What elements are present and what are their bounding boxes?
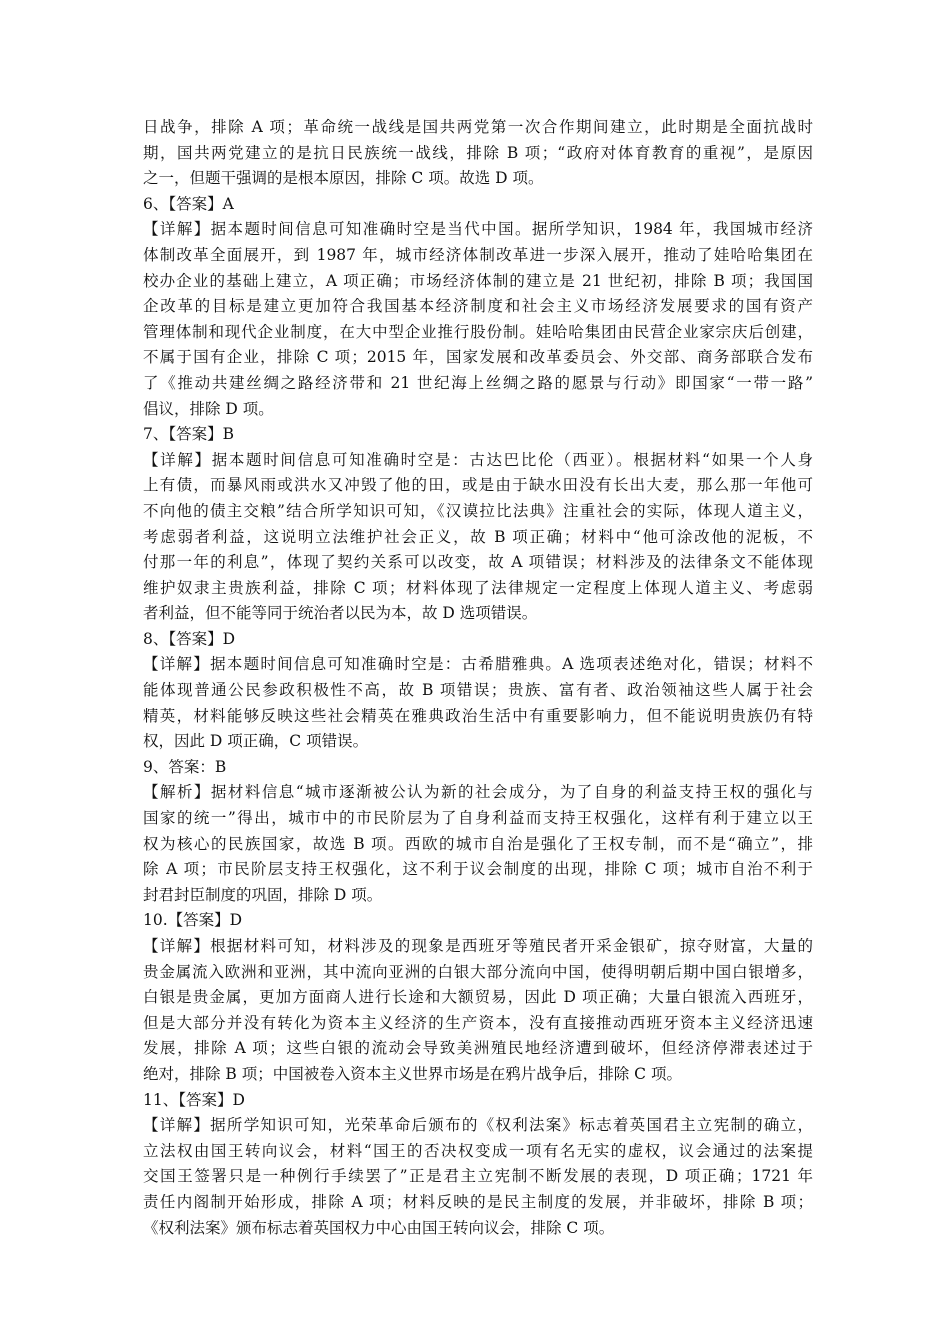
text-line: 之一，但题干强调的是根本原因，排除 C 项。故选 D 项。: [143, 169, 544, 188]
explanation-q9: [143, 780, 813, 908]
answer-q11: 11、【答案】D: [143, 1090, 245, 1109]
text-line: 上有债，而暴风雨或洪水又冲毁了他的田，或是由于缺水田没有长出大麦，那么那一年他可: [143, 476, 813, 495]
text-line: 日战争，排除 A 项；革命统一战线是国共两党第一次合作期间建立，此时期是全面抗战时: [143, 118, 813, 136]
answer-explanations: [143, 115, 813, 1241]
text-line: 不属于国有企业，排除 C 项；2015 年，国家发展和改革委员会、外交部、商务部联合发布: [143, 348, 813, 367]
text-line: 绝对，排除 B 项；中国被卷入资本主义世界市场是在鸦片战争后，排除 C 项。: [143, 1064, 682, 1083]
explanation-q5-continued: [143, 115, 813, 192]
text-line: 国家的统一”得出，城市中的市民阶层为了自身利益而支持王权强化，这样有利于建立以王: [143, 809, 813, 828]
answer-q8: 8、【答案】D: [143, 629, 236, 648]
text-line: 但是大部分并没有转化为资本主义经济的生产资本，没有直接推动西班牙资本主义经济迅速: [143, 1013, 813, 1032]
explanation-q10: [143, 934, 813, 1088]
text-line: 白银是贵金属，更加方面商人进行长途和大额贸易，因此 D 项正确；大量白银流入西班牙，: [143, 988, 813, 1007]
text-line: 体制改革全面展开，到 1987 年，城市经济体制改革进一步深入展开，推动了娃哈哈集团在: [143, 245, 813, 264]
answer-q6: 6、【答案】A: [143, 194, 234, 213]
text-line: 不向他的债主交粮”结合所学知识可知，《汉谟拉比法典》注重社会的实际，体现人道主义，: [143, 501, 813, 520]
text-line: 交国王签署只是一种例行手续罢了”正是君主立宪制不断发展的表现，D 项正确；1721 年: [143, 1167, 813, 1186]
text-line: 者利益，但不能等同于统治者以民为本，故 D 选项错误。: [143, 604, 538, 623]
answer-q9: 9、答案：B: [143, 757, 227, 776]
answer-q10: 10.【答案】D: [143, 911, 243, 930]
text-line: 【详解】据所学知识可知，光荣革命后颁布的《权利法案》标志着英国君主立宪制的确立，: [143, 1116, 813, 1135]
explanation-q11: [143, 1113, 813, 1241]
text-line: 封君封臣制度的巩固，排除 D 项。: [143, 885, 383, 904]
text-line: 能体现普通公民参政积极性不高，故 B 项错误；贵族、富有者、政治领袖这些人属于社会: [143, 681, 813, 700]
text-line: 《权利法案》颁布标志着英国权力中心由国王转向议会，排除 C 项。: [143, 1218, 615, 1237]
text-line: 管理体制和现代企业制度，在大中型企业推行股份制。娃哈哈集团由民营企业家宗庆后创建，: [143, 322, 813, 341]
text-line: 责任内阁制开始形成，排除 A 项；材料反映的是民主制度的发展，并非破坏，排除 B 项；: [143, 1192, 813, 1211]
text-line: 付那一年的利息”，体现了契约关系可以改变，故 A 项错误；材料涉及的法律条文不能体现: [143, 553, 813, 572]
text-line: 权为核心的民族国家，故选 B 项。西欧的城市自治是强化了王权专制，而不是“确立”，排: [143, 834, 813, 853]
text-line: 了《推动共建丝绸之路经济带和 21 世纪海上丝绸之路的愿景与行动》即国家“一带一路”: [143, 373, 813, 392]
text-line: 精英，材料能够反映这些社会精英在雅典政治生活中有重要影响力，但不能说明贵族仍有特: [143, 706, 813, 725]
text-line: 倡议，排除 D 项。: [143, 399, 274, 418]
text-line: 【详解】据本题时间信息可知准确时空是当代中国。据所学知识，1984 年，我国城市经济: [143, 220, 813, 239]
text-line: 立法权由国王转向议会，材料“国王的否决权变成一项有名无实的虚权，议会通过的法案提: [143, 1141, 813, 1160]
text-line: 发展，排除 A 项；这些白银的流动会导致美洲殖民地经济遭到破坏，但经济停滞表述过于: [143, 1039, 813, 1058]
answer-q7: 7、【答案】B: [143, 425, 235, 444]
text-line: 企改革的目标是建立更加符合我国基本经济制度和社会主义市场经济发展要求的国有资产: [143, 297, 813, 316]
text-line: 【详解】据本题时间信息可知准确时空是：古达巴比伦（西亚）。根据材料“如果一个人身: [143, 450, 813, 469]
explanation-q6: [143, 217, 813, 422]
text-line: 期，国共两党建立的是抗日民族统一战线，排除 B 项；“政府对体育教育的重视”，是原因: [143, 143, 813, 162]
text-line: 权，因此 D 项正确，C 项错误。: [143, 732, 369, 751]
text-line: 贵金属流入欧洲和亚洲，其中流向亚洲的白银大部分流向中国，使得明朝后期中国白银增多，: [143, 962, 813, 981]
explanation-q8: [143, 652, 813, 754]
text-line: 考虑弱者利益，这说明立法维护社会正义，故 B 项正确；材料中“他可涂改他的泥板，不: [143, 527, 813, 546]
text-line: 【解析】据材料信息“城市逐渐被公认为新的社会成分，为了自身的利益支持王权的强化与: [143, 783, 813, 802]
text-line: 【详解】根据材料可知，材料涉及的现象是西班牙等殖民者开采金银矿，掠夺财富，大量的: [143, 937, 813, 955]
text-line: 校办企业的基础上建立，A 项正确；市场经济体制的建立是 21 世纪初，排除 B 项；我国国: [143, 271, 813, 290]
text-line: 维护奴隶主贵族利益，排除 C 项；材料体现了法律规定一定程度上体现人道主义、考虑弱: [143, 578, 813, 597]
text-line: 【详解】据本题时间信息可知准确时空是：古希腊雅典。A 选项表述绝对化，错误；材料不: [143, 655, 813, 674]
text-line: 除 A 项；市民阶层支持王权强化，这不利于议会制度的出现，排除 C 项；城市自治不利于: [143, 860, 813, 879]
explanation-q7: [143, 448, 813, 627]
